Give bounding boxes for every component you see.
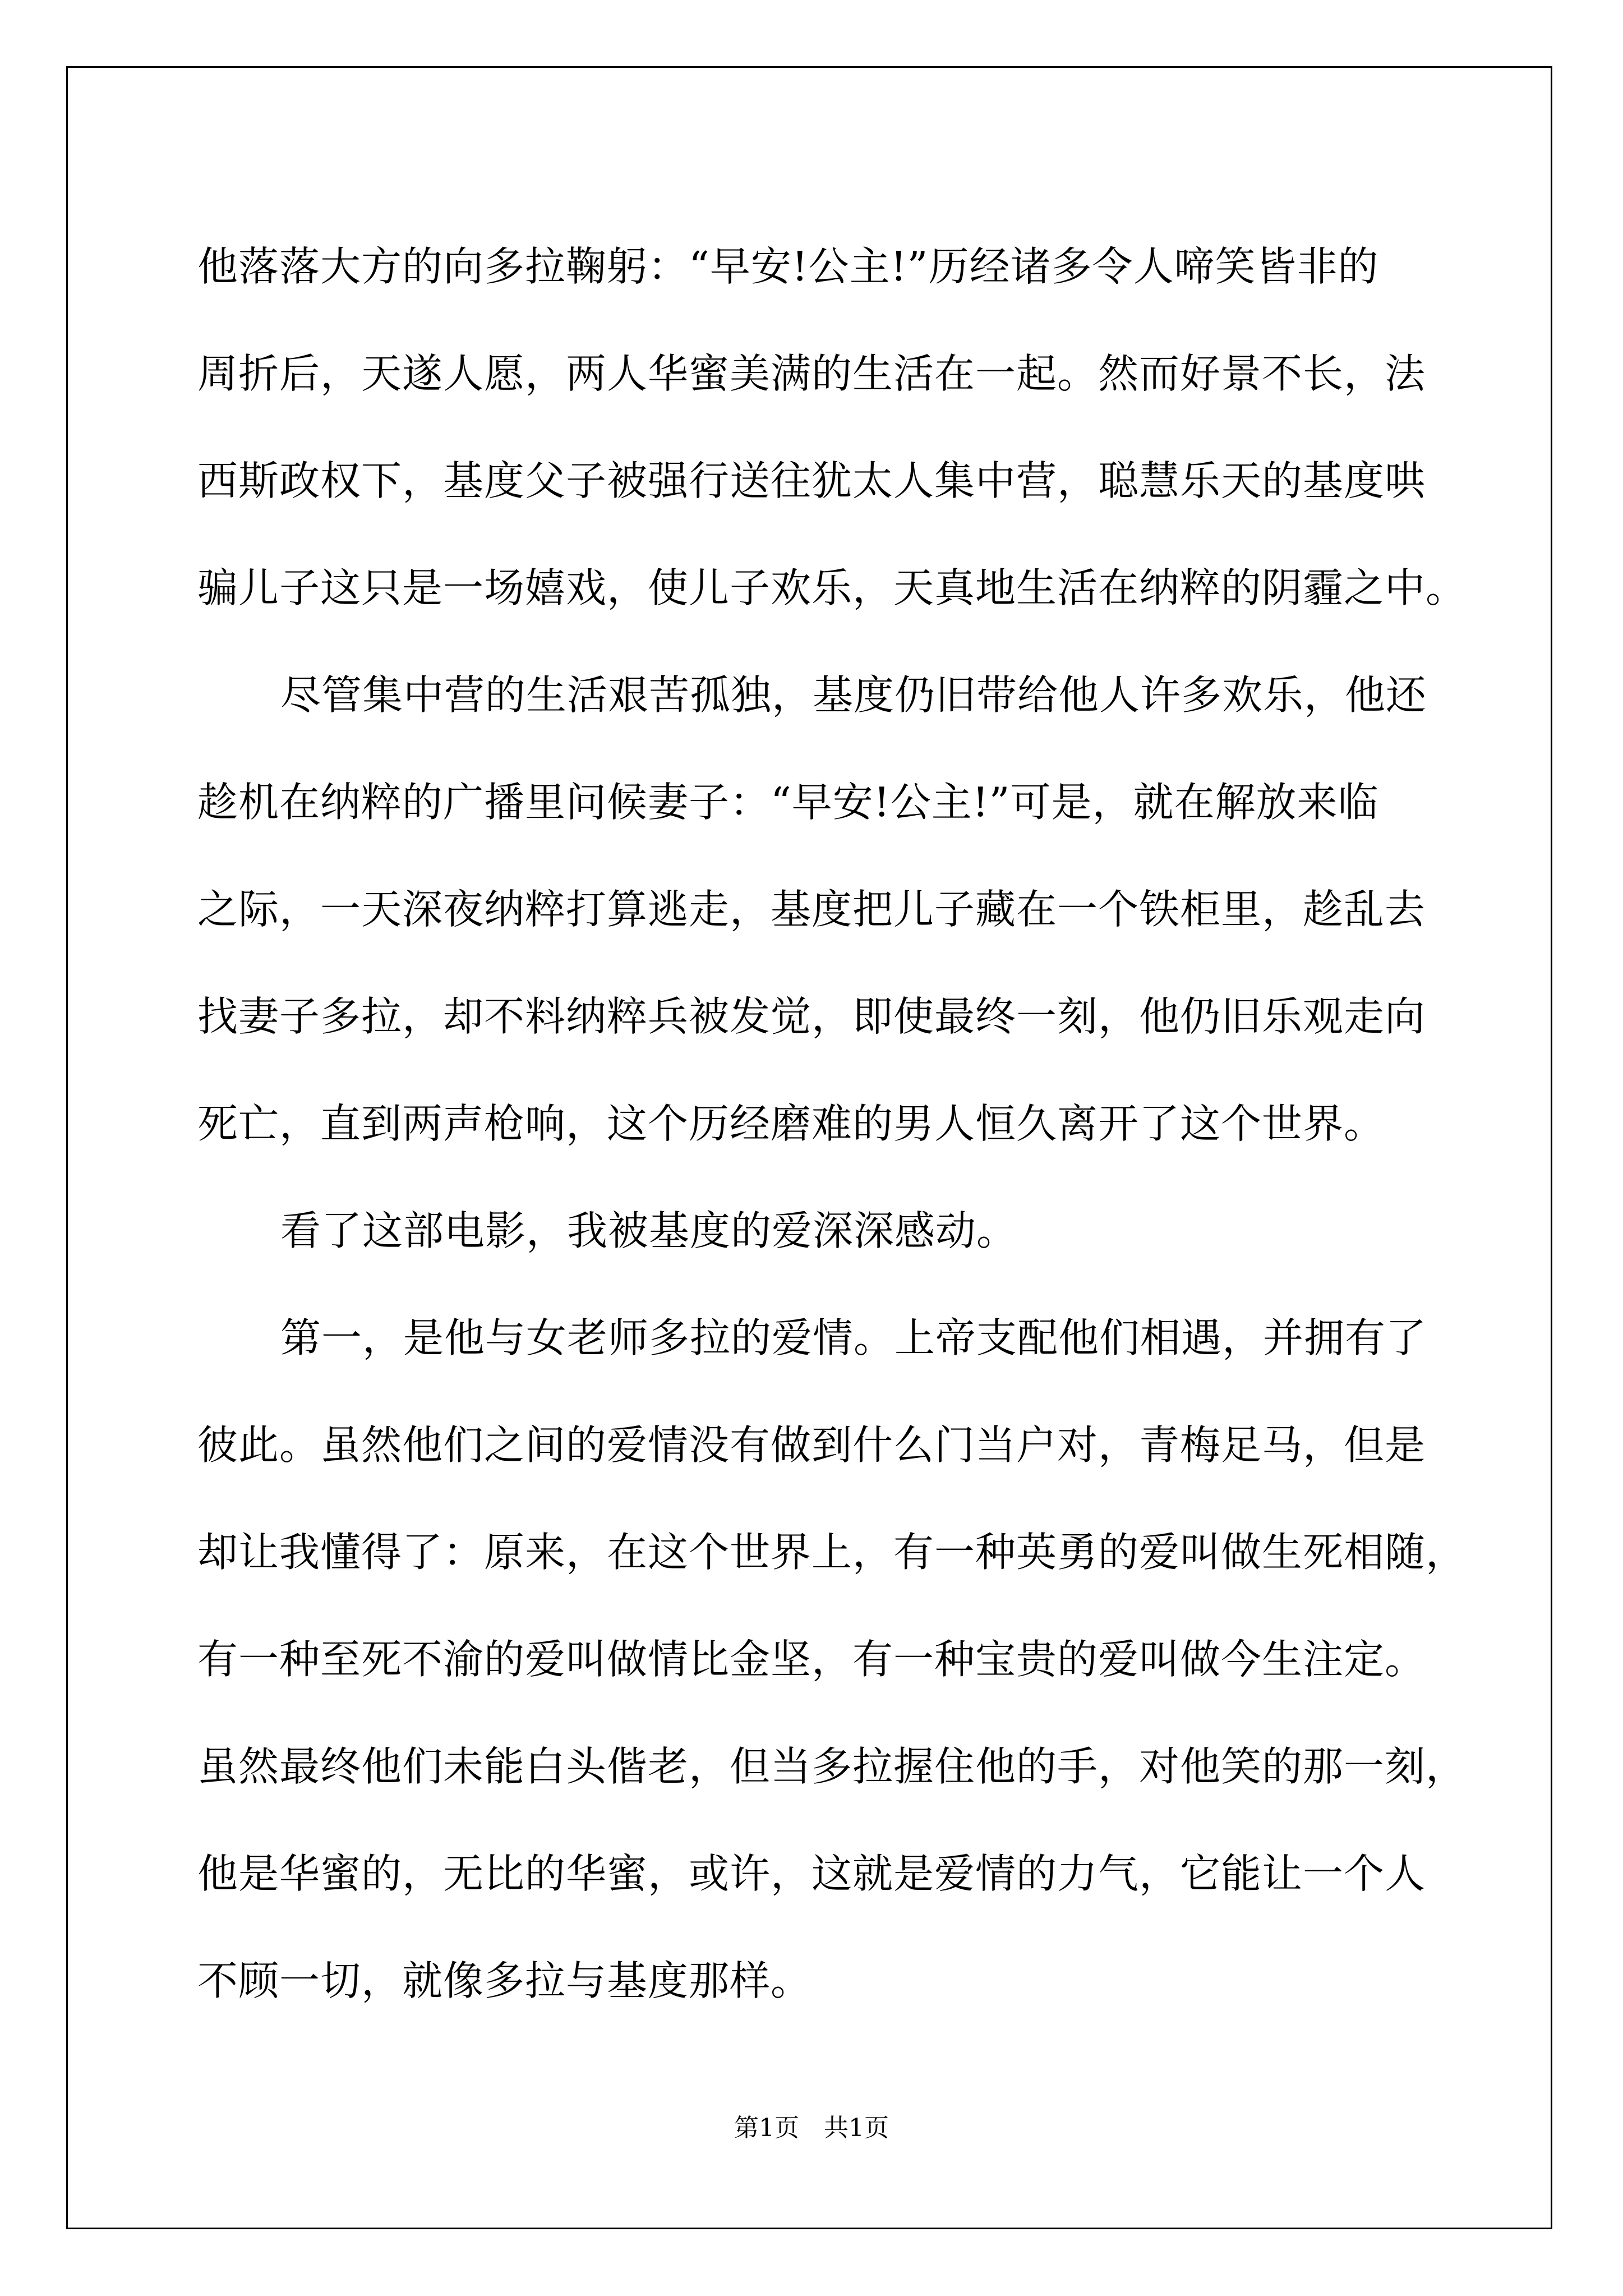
- text-line: 彼此。虽然他们之间的爱情没有做到什么门当户对，青梅足马，但是: [197, 1421, 1426, 1469]
- text-line: 有一种至死不渝的爱叫做情比金坚，有一种宝贵的爱叫做今生注定。: [197, 1636, 1426, 1683]
- text-line: 第一，是他与女老师多拉的爱情。上帝支配他们相遇，并拥有了: [280, 1314, 1427, 1361]
- text-line: 找妻子多拉，却不料纳粹兵被发觉，即使最终一刻，他仍旧乐观走向: [197, 993, 1426, 1040]
- text-line: 虽然最终他们未能白头偕老，但当多拉握住他的手，对他笑的那一刻，: [197, 1743, 1467, 1790]
- text-line: 周折后，天遂人愿，两人华蜜美满的生活在一起。然而好景不长，法: [197, 350, 1426, 397]
- text-line: 西斯政权下，基度父子被强行送往犹太人集中营，聪慧乐天的基度哄: [197, 457, 1426, 504]
- text-line: 看了这部电影，我被基度的爱深深感动。: [280, 1207, 1018, 1254]
- page-number-label: 第1页 共1页: [734, 2114, 889, 2142]
- paragraph-4: [197, 1285, 1467, 2035]
- paragraph-2: [197, 642, 1431, 1177]
- text-line: 却让我懂得了：原来，在这个世界上，有一种英勇的爱叫做生死相随，: [197, 1529, 1467, 1576]
- text-line: 不顾一切，就像多拉与基度那样。: [197, 1957, 812, 2004]
- page-footer: [0, 2111, 1623, 2145]
- text-line: 尽管集中营的生活艰苦孤独，基度仍旧带给他人许多欢乐，他还: [280, 671, 1427, 719]
- text-line: 死亡，直到两声枪响，这个历经磨难的男人恒久离开了这个世界。: [197, 1100, 1385, 1147]
- document-body: [197, 213, 1467, 2035]
- paragraph-3: [197, 1177, 1431, 1285]
- text-line: 骗儿子这只是一场嬉戏，使儿子欢乐，天真地生活在纳粹的阴霾之中。: [197, 564, 1467, 611]
- paragraph-1: [197, 213, 1467, 642]
- text-line: 他落落大方的向多拉鞠躬：“早安!公主!”历经诸多令人啼笑皆非的: [197, 243, 1379, 290]
- text-line: 之际，一天深夜纳粹打算逃走，基度把儿子藏在一个铁柜里，趁乱去: [197, 886, 1426, 933]
- text-line: 趁机在纳粹的广播里问候妻子：“早安!公主!”可是，就在解放来临: [197, 779, 1379, 826]
- text-line: 他是华蜜的，无比的华蜜，或许，这就是爱情的力气，它能让一个人: [197, 1850, 1426, 1897]
